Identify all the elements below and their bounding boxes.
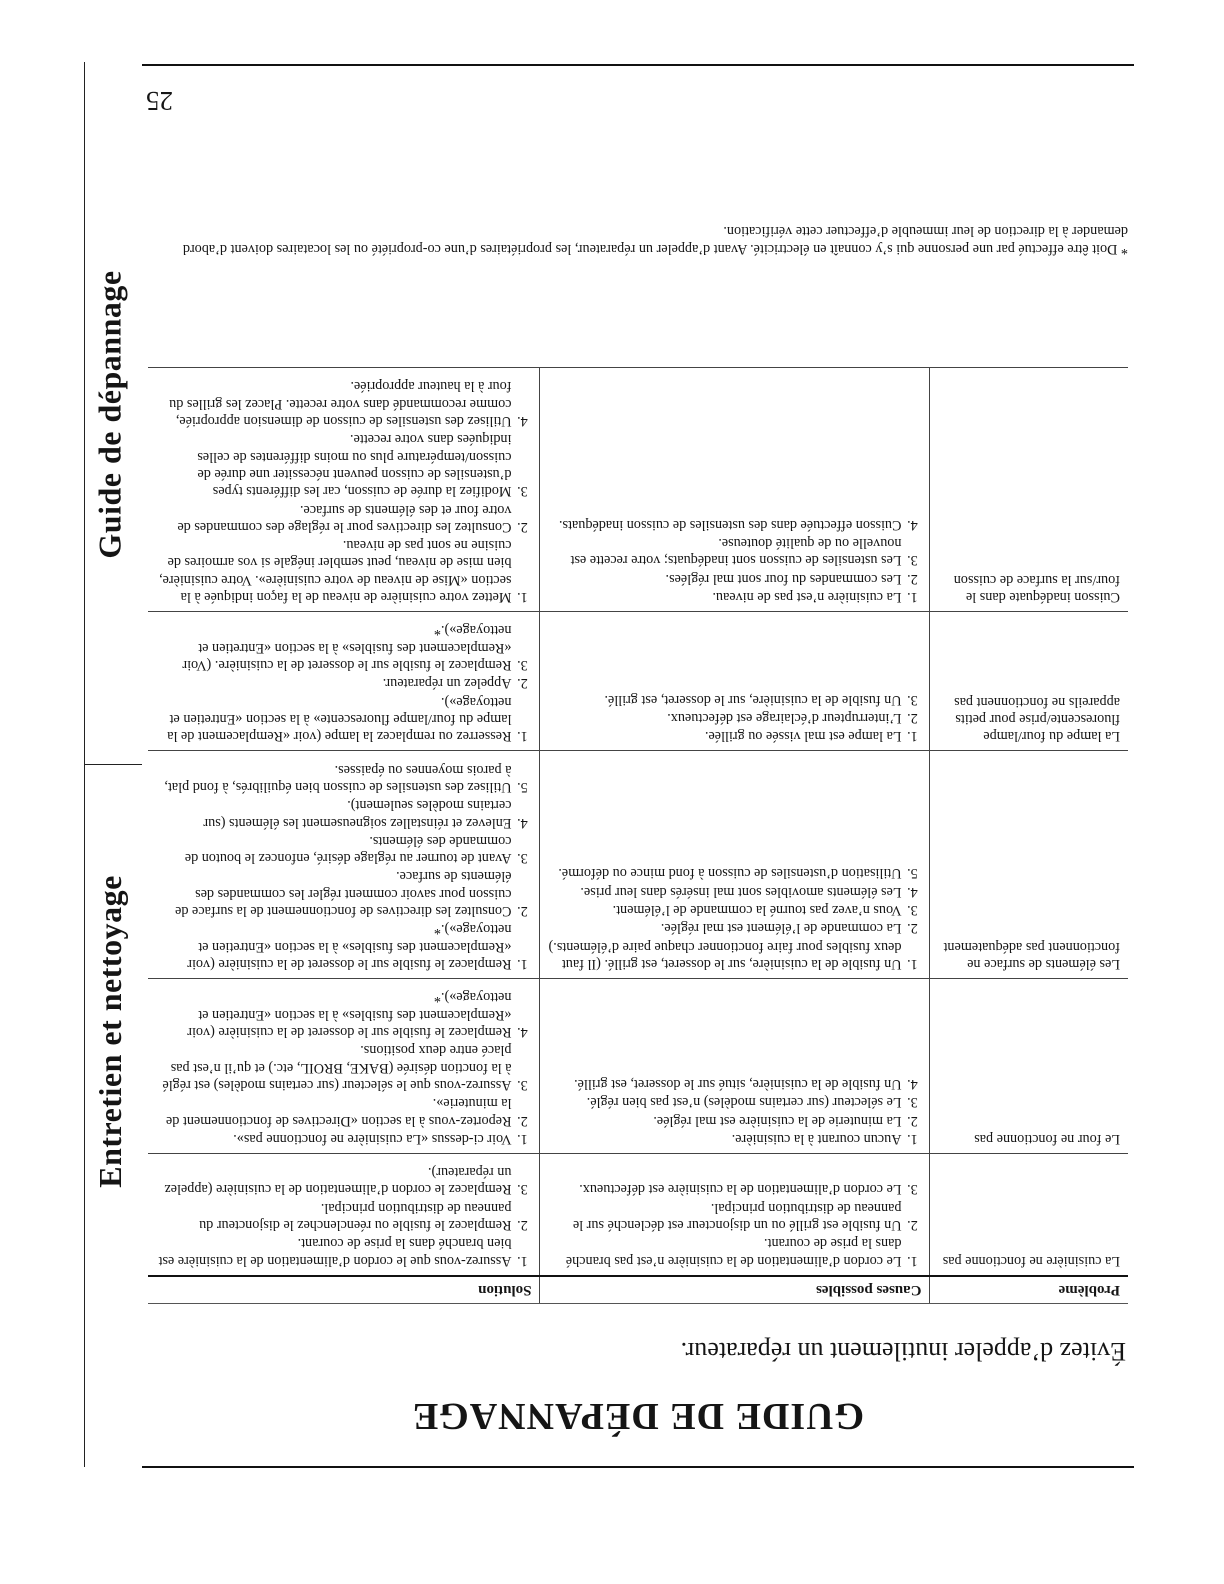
- cause-cell: [540, 751, 930, 979]
- solution-list: [156, 621, 532, 744]
- solution-item: 2. Remplacez le fusible ou réenclenchez le disjoncteur du panneau de distribution principal.: [156, 1198, 514, 1233]
- solution-list: [156, 988, 532, 1147]
- solution-item: 3. Assurez-vous que le sélecteur (sur certains modèles) est réglé à la fonction désirée (BAKE, BROIL, etc.) et qu’il n’est pas placé entre deux positions.: [156, 1041, 514, 1093]
- top-rule: [142, 1466, 1134, 1468]
- cause-list: [549, 1180, 922, 1269]
- cause-item: 1. Le cordon d’alimentation de la cuisinière n’est pas branché dans la prise de courant.: [549, 1234, 904, 1269]
- header-causes: Causes possibles: [540, 1276, 930, 1304]
- cause-list: [549, 690, 922, 744]
- solution-cell: [148, 368, 540, 612]
- cause-item: 4. Les éléments amovibles sont mal insérés dans leur prise.: [549, 882, 904, 899]
- solution-item: 3. Remplacez le cordon d’alimentation de la cuisinière (appelez un réparateur).: [156, 1163, 514, 1198]
- header-problem: Problème: [930, 1276, 1128, 1304]
- cause-item: 3. Vous n’avez pas tourné la commande de l’élément.: [549, 901, 904, 918]
- table-row: [148, 751, 1128, 979]
- table-row: [148, 612, 1128, 751]
- table-row: [148, 979, 1128, 1154]
- manual-page: [142, 64, 1134, 1468]
- cause-cell: [540, 979, 930, 1154]
- solution-item: 1. Voir ci-dessus «La cuisinière ne fonctionne pas».: [156, 1130, 514, 1147]
- cause-item: 1. La lampe est mal vissée ou grillée.: [549, 727, 904, 744]
- cause-cell: [540, 1153, 930, 1275]
- solution-item: 1. Assurez-vous que le cordon d’alimentation de la cuisinière est bien branché dans la prise de courant.: [156, 1234, 514, 1269]
- page-subtitle: Évitez d’appeler inutilement un réparateur.: [680, 1337, 1126, 1366]
- solution-item: 1. Remplacez le fusible sur le dosseret de la cuisinière (voir «Remplacement des fusibles» à la section «Entretien et nettoyage»).*: [156, 920, 514, 972]
- solution-item: 1. Mettez votre cuisinière de niveau de la façon indiquée à la section «Mise de niveau de votre cuisinière». Votre cuisinière, bien mise de niveau, peut sembler inégale si vos armoires de cuisine ne sont pas de niveau.: [156, 536, 514, 605]
- cause-item: 5. Utilisation d’ustensiles de cuisson à fond mince ou déformé.: [549, 864, 904, 881]
- cause-list: [549, 1075, 922, 1147]
- problem-cell: La lampe du four/lampe fluorescente/prise pour petits appareils ne fonctionnent pas: [930, 612, 1128, 751]
- solution-cell: [148, 1153, 540, 1275]
- cause-item: 3. Un fusible de la cuisinière, sur le dosseret, est grillé.: [549, 690, 904, 707]
- table-row: [148, 1153, 1128, 1275]
- cause-item: 3. Le cordon d’alimentation de la cuisinière est défectueux.: [549, 1180, 904, 1197]
- solution-cell: [148, 612, 540, 751]
- section-tab-troubleshooting: [88, 64, 132, 764]
- bottom-rule: [142, 64, 1134, 66]
- cause-item: 2. Les commandes du four sont mal réglées.: [549, 569, 904, 586]
- solution-item: 2. Reportez-vous à la section «Directives de fonctionnement de la minuterie».: [156, 1094, 514, 1129]
- solution-item: 3. Avant de tourner au réglage désiré, enfoncez le bouton de commande des éléments.: [156, 832, 514, 867]
- solution-item: 1. Resserrez ou remplacez la lampe (voir «Remplacement de la lampe du four/lampe fluorescente» à la section «Entretien et nettoyage»).: [156, 692, 514, 744]
- section-tab-care-cleaning-label: Entretien et nettoyage: [91, 875, 128, 1188]
- section-tab-care-cleaning: [88, 764, 132, 1299]
- solution-item: 2. Consultez les directives de fonctionnement de la surface de cuisson pour savoir comment régler les commandes des éléments de surface.: [156, 867, 514, 919]
- solution-item: 2. Consultez les directives pour le réglage des commandes de votre four et des éléments de surface.: [156, 500, 514, 535]
- solution-list: [156, 377, 532, 605]
- cause-list: [549, 864, 922, 972]
- cause-item: 4. Un fusible de la cuisinière, situé sur le dosseret, est grillé.: [549, 1075, 904, 1092]
- table-row: [148, 368, 1128, 612]
- troubleshooting-table: [148, 367, 1128, 1304]
- cause-cell: [540, 368, 930, 612]
- header-solution: Solution: [148, 1276, 540, 1304]
- page-title: GUIDE DE DÉPANNAGE: [411, 1395, 865, 1437]
- solution-cell: [148, 751, 540, 979]
- solution-cell: [148, 979, 540, 1154]
- table-header-row: [148, 1276, 1128, 1304]
- problem-cell: Les éléments de surface ne fonctionnent pas adéquatement: [930, 751, 1128, 979]
- cause-item: 2. La minuterie de la cuisinière est mal réglée.: [549, 1111, 904, 1128]
- section-tab-troubleshooting-label: Guide de dépannage: [91, 269, 128, 559]
- solution-item: 3. Remplacez le fusible sur le dosseret de la cuisinière. (Voir «Remplacement des fusibles» à la section «Entretien et nettoyage»).*: [156, 621, 514, 673]
- page-number: 25: [146, 86, 173, 116]
- cause-item: 2. L’interrupteur d’éclairage est défectueux.: [549, 709, 904, 726]
- cause-item: 3. Le sélecteur (sur certains modèles) n’est pas bien réglé.: [549, 1093, 904, 1110]
- cause-item: 4. Cuisson effectuée dans des ustensiles de cuisson inadéquats.: [549, 516, 904, 533]
- solution-list: [156, 760, 532, 972]
- cause-item: 2. La commande de l’élément est mal réglée.: [549, 919, 904, 936]
- problem-cell: La cuisinière ne fonctionne pas: [930, 1153, 1128, 1275]
- solution-list: [156, 1163, 532, 1269]
- cause-item: 1. La cuisinière n’est pas de niveau.: [549, 588, 904, 605]
- cause-item: 2. Un fusible est grillé ou un disjoncteur est déclenché sur le panneau de distribution principal.: [549, 1198, 904, 1233]
- footnote: * Doit être effectué par une personne qui s’y connaît en électricité. Avant d’appeler un réparateur, les propriétaires d’une co-propriété ou les locataires doivent d’abord demander à la direction de leur immeuble d’effectuer cette vérification.: [182, 222, 1128, 257]
- solution-item: 2. Appelez un réparateur.: [156, 674, 514, 691]
- problem-cell: Cuisson inadéquate dans le four/sur la surface de cuisson: [930, 368, 1128, 612]
- cause-item: 1. Aucun courant à la cuisinière.: [549, 1130, 904, 1147]
- solution-item: 4. Remplacez le fusible sur le dosseret de la cuisinière (voir «Remplacement des fusibles» à la section «Entretien et nettoyage»).*: [156, 988, 514, 1040]
- solution-item: 3. Modifiez la durée de cuisson, car les différents types d’ustensiles de cuisson peuvent nécessiter une durée de cuisson/température plus ou moins différentes de celles indiquées dans votre recette.: [156, 430, 514, 499]
- cause-item: 3. Les ustensiles de cuisson sont inadéquats; votre recette est nouvelle ou de qualité douteuse.: [549, 534, 904, 569]
- table-body: [148, 368, 1128, 1276]
- solution-item: 4. Utilisez des ustensiles de cuisson de dimension appropriée, comme recommandé dans votre recette. Placez les grilles du four à la hauteur appropriée.: [156, 377, 514, 429]
- solution-item: 4. Enlevez et réinstallez soigneusement les éléments (sur certains modèles seulement).: [156, 796, 514, 831]
- problem-cell: Le four ne fonctionne pas: [930, 979, 1128, 1154]
- cause-item: 1. Un fusible de la cuisinière, sur le dosseret, est grillé. (Il faut deux fusibles pour faire fonctionner chaque paire d’éléments.): [549, 937, 904, 972]
- cause-list: [549, 516, 922, 606]
- cause-cell: [540, 612, 930, 751]
- solution-item: 5. Utilisez des ustensiles de cuisson bien équilibrés, à fond plat, à parois moyennes ou épaisses.: [156, 760, 514, 795]
